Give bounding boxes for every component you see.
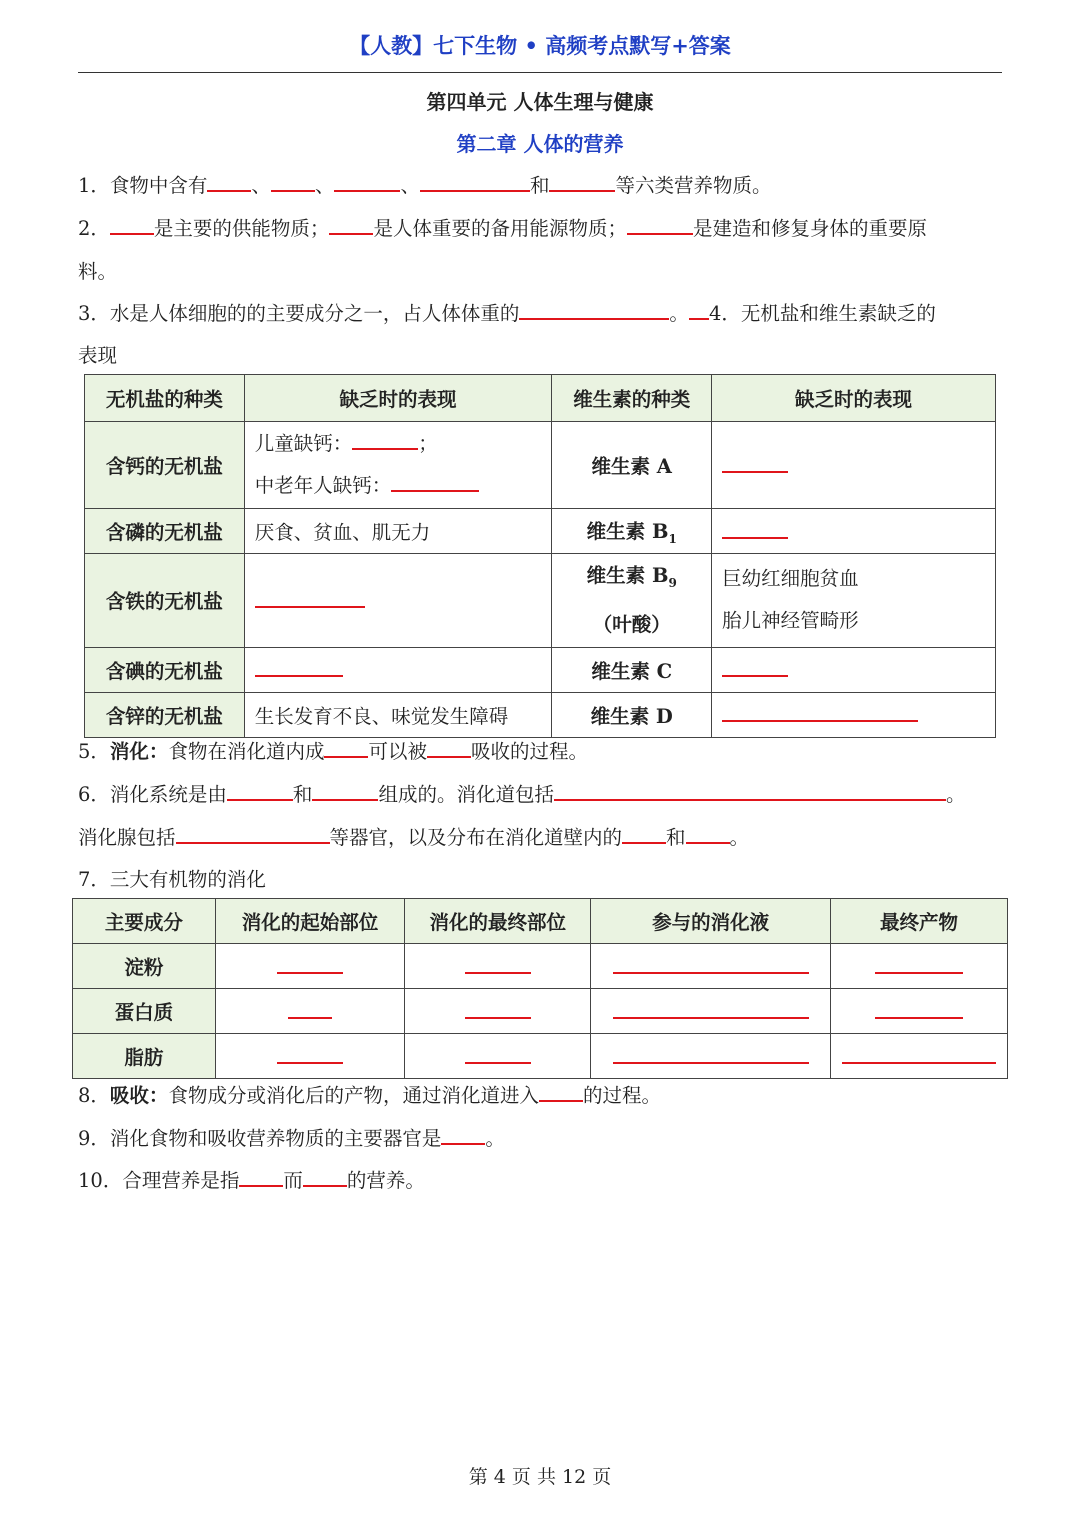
unit-title: 第四单元 人体生理与健康 (426, 90, 654, 114)
question-7: 7．三大有机物的消化 (78, 868, 266, 891)
question-1: 1．食物中含有 、 、 、 和 等六类营养物质。 (78, 174, 772, 197)
answer-blank[interactable] (239, 1167, 283, 1187)
answer-blank[interactable] (176, 824, 330, 844)
question-2: 2． 是主要的供能物质； 是人体重要的备用能源物质； 是建造和修复身体的重要原 (78, 217, 927, 240)
answer-blank[interactable] (519, 300, 669, 320)
table-row: 含锌的无机盐 生长发育不良、味觉发生障碍 维生素 D (85, 692, 996, 737)
table-header-row: 无机盐的种类 缺乏时的表现 维生素的种类 缺乏时的表现 (85, 375, 996, 422)
answer-blank[interactable] (207, 172, 251, 192)
answer-blank[interactable] (303, 1167, 347, 1187)
answer-blank[interactable] (875, 999, 963, 1019)
answer-blank[interactable] (686, 824, 730, 844)
answer-blank[interactable] (549, 172, 615, 192)
answer-blank[interactable] (312, 781, 378, 801)
table-row: 含钙的无机盐 儿童缺钙： ； 中老年人缺钙： 维生素 A (85, 422, 996, 509)
answer-blank[interactable] (227, 781, 293, 801)
answer-blank[interactable] (722, 702, 918, 722)
answer-blank[interactable] (613, 954, 809, 974)
answer-blank[interactable] (613, 999, 809, 1019)
answer-blank[interactable] (427, 738, 471, 758)
document-header: 【人教】七下生物 • 高频考点默写+答案 (349, 33, 731, 58)
question-8: 8．吸收：食物成分或消化后的产物，通过消化道进入 的过程。 (78, 1084, 661, 1107)
question-4-label: 表现 (78, 344, 118, 367)
answer-blank[interactable] (441, 1125, 485, 1145)
table-header-row: 主要成分 消化的起始部位 消化的最终部位 参与的消化液 最终产物 (73, 899, 1008, 944)
answer-blank[interactable] (255, 588, 365, 608)
answer-blank[interactable] (391, 472, 479, 492)
question-5: 5．消化：食物在消化道内成 可以被 吸收的过程。 (78, 740, 588, 763)
answer-blank[interactable] (324, 738, 368, 758)
answer-blank[interactable] (288, 999, 332, 1019)
question-6: 6．消化系统是由 和 组成的。消化道包括 。 (78, 783, 966, 806)
answer-blank[interactable] (875, 954, 963, 974)
header-rule (78, 72, 1002, 73)
chapter-title: 第二章 人体的营养 (456, 132, 624, 156)
table-row: 蛋白质 (73, 989, 1008, 1034)
question-3: 3．水是人体细胞的的主要成分之一，占人体体重的 。 4．无机盐和维生素缺乏的 (78, 302, 936, 325)
question-10: 10．合理营养是指 而 的营养。 (78, 1169, 425, 1192)
answer-blank[interactable] (554, 781, 946, 801)
mineral-vitamin-table (84, 374, 996, 738)
digestion-table (72, 898, 1008, 1079)
answer-blank[interactable] (255, 657, 343, 677)
answer-blank[interactable] (842, 1044, 996, 1064)
answer-blank[interactable] (722, 519, 788, 539)
table-row: 脂肪 (73, 1034, 1008, 1079)
question-2-cont: 料。 (78, 260, 118, 283)
table-row: 淀粉 (73, 944, 1008, 989)
answer-blank[interactable] (722, 657, 788, 677)
answer-blank[interactable] (277, 1044, 343, 1064)
answer-blank[interactable] (329, 215, 373, 235)
answer-blank[interactable] (622, 824, 666, 844)
question-6-cont: 消化腺包括 等器官，以及分布在消化道壁内的 和 。 (78, 826, 750, 849)
answer-blank[interactable] (110, 215, 154, 235)
answer-blank[interactable] (352, 430, 418, 450)
question-9: 9．消化食物和吸收营养物质的主要器官是 。 (78, 1127, 505, 1150)
answer-blank[interactable] (539, 1082, 583, 1102)
answer-blank[interactable] (465, 1044, 531, 1064)
table-row: 含碘的无机盐 维生素 C (85, 647, 996, 692)
answer-blank[interactable] (420, 172, 530, 192)
answer-blank[interactable] (722, 453, 788, 473)
answer-blank[interactable] (277, 954, 343, 974)
answer-blank[interactable] (627, 215, 693, 235)
answer-blank[interactable] (271, 172, 315, 192)
answer-blank[interactable] (334, 172, 400, 192)
answer-blank[interactable] (689, 300, 709, 320)
answer-blank[interactable] (465, 999, 531, 1019)
table-row: 含磷的无机盐 厌食、贫血、肌无力 维生素 $B_1$ (85, 509, 996, 554)
answer-blank[interactable] (465, 954, 531, 974)
page-number: 第 4 页 共 12 页 (468, 1466, 612, 1488)
table-row: 含铁的无机盐 维生素 $B_9$ （叶酸） 巨幼红细胞贫血 胎儿神经管畸形 (85, 554, 996, 648)
answer-blank[interactable] (613, 1044, 809, 1064)
